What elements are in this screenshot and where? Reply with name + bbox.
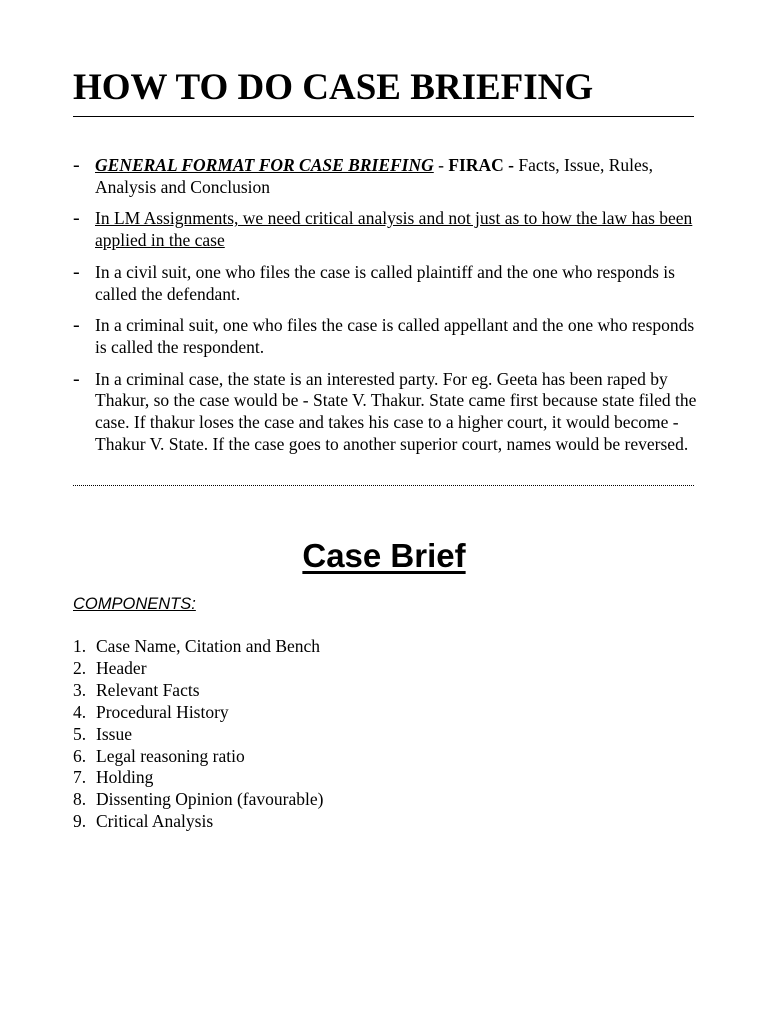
format-separator: - xyxy=(433,155,449,175)
item-label: Case Name, Citation and Bench xyxy=(96,636,321,656)
bullet-dash: - xyxy=(73,207,80,230)
list-item xyxy=(73,315,698,358)
list-item xyxy=(73,262,698,305)
page-title: HOW TO DO CASE BRIEFING xyxy=(73,67,594,108)
item-label: Critical Analysis xyxy=(96,811,214,832)
components-list xyxy=(73,636,323,833)
item-label: Legal reasoning ratio xyxy=(96,745,245,766)
item-label: Header xyxy=(96,657,147,678)
bullet-dash: - xyxy=(73,260,80,283)
item-number: 9. xyxy=(73,811,87,832)
bullet-text: In a criminal case, the state is an interested party. For eg. Geeta has been raped by Thakur, so the case would be - State V. Thakur. State came first because state filed the case. If thakur loses the case and takes his case to a higher court, it would become - Thakur V. State. If the case goes to another superior court, names would be reversed. xyxy=(95,368,697,454)
case-brief-title: Case Brief xyxy=(302,537,466,574)
item-number: 7. xyxy=(73,767,87,788)
list-item xyxy=(73,724,323,746)
briefing-notes-list xyxy=(73,155,698,465)
firac-label: FIRAC - xyxy=(448,155,514,175)
bullet-dash: - xyxy=(73,314,80,337)
list-item xyxy=(73,155,698,198)
bullet-dash: - xyxy=(73,367,80,390)
item-number: 3. xyxy=(73,679,87,700)
item-label: Relevant Facts xyxy=(96,679,200,700)
general-format-label: GENERAL FORMAT FOR CASE BRIEFING xyxy=(95,155,434,175)
bullet-text: In a criminal suit, one who files the case is called appellant and the one who responds is called the respondent. xyxy=(95,315,695,357)
title-divider xyxy=(73,116,694,117)
components-label: COMPONENTS: xyxy=(73,595,196,613)
list-item xyxy=(73,680,323,702)
item-number: 1. xyxy=(73,636,87,656)
section-divider xyxy=(73,485,694,486)
item-number: 4. xyxy=(73,701,87,722)
item-number: 2. xyxy=(73,657,87,678)
list-item xyxy=(73,369,698,456)
item-number: 5. xyxy=(73,723,87,744)
list-item xyxy=(73,208,698,251)
firac-text: Facts, Issue, Rules, Analysis and Conclusion xyxy=(95,155,653,197)
list-item xyxy=(73,636,323,658)
bullet-dash: - xyxy=(73,154,80,176)
list-item xyxy=(73,767,323,789)
list-item xyxy=(73,702,323,724)
list-item xyxy=(73,658,323,680)
item-label: Issue xyxy=(96,723,132,744)
item-label: Holding xyxy=(96,767,154,788)
bullet-text: In a civil suit, one who files the case is called plaintiff and the one who responds is called the defendant. xyxy=(95,261,675,304)
bullet-text: In LM Assignments, we need critical analysis and not just as to how the law has been applied in the case xyxy=(95,208,693,251)
item-number: 8. xyxy=(73,789,87,810)
list-item xyxy=(73,811,323,833)
case-brief-heading xyxy=(0,535,768,577)
list-item xyxy=(73,789,323,811)
list-item xyxy=(73,746,323,768)
item-number: 6. xyxy=(73,745,87,766)
item-label: Dissenting Opinion (favourable) xyxy=(96,789,324,810)
item-label: Procedural History xyxy=(96,701,229,722)
